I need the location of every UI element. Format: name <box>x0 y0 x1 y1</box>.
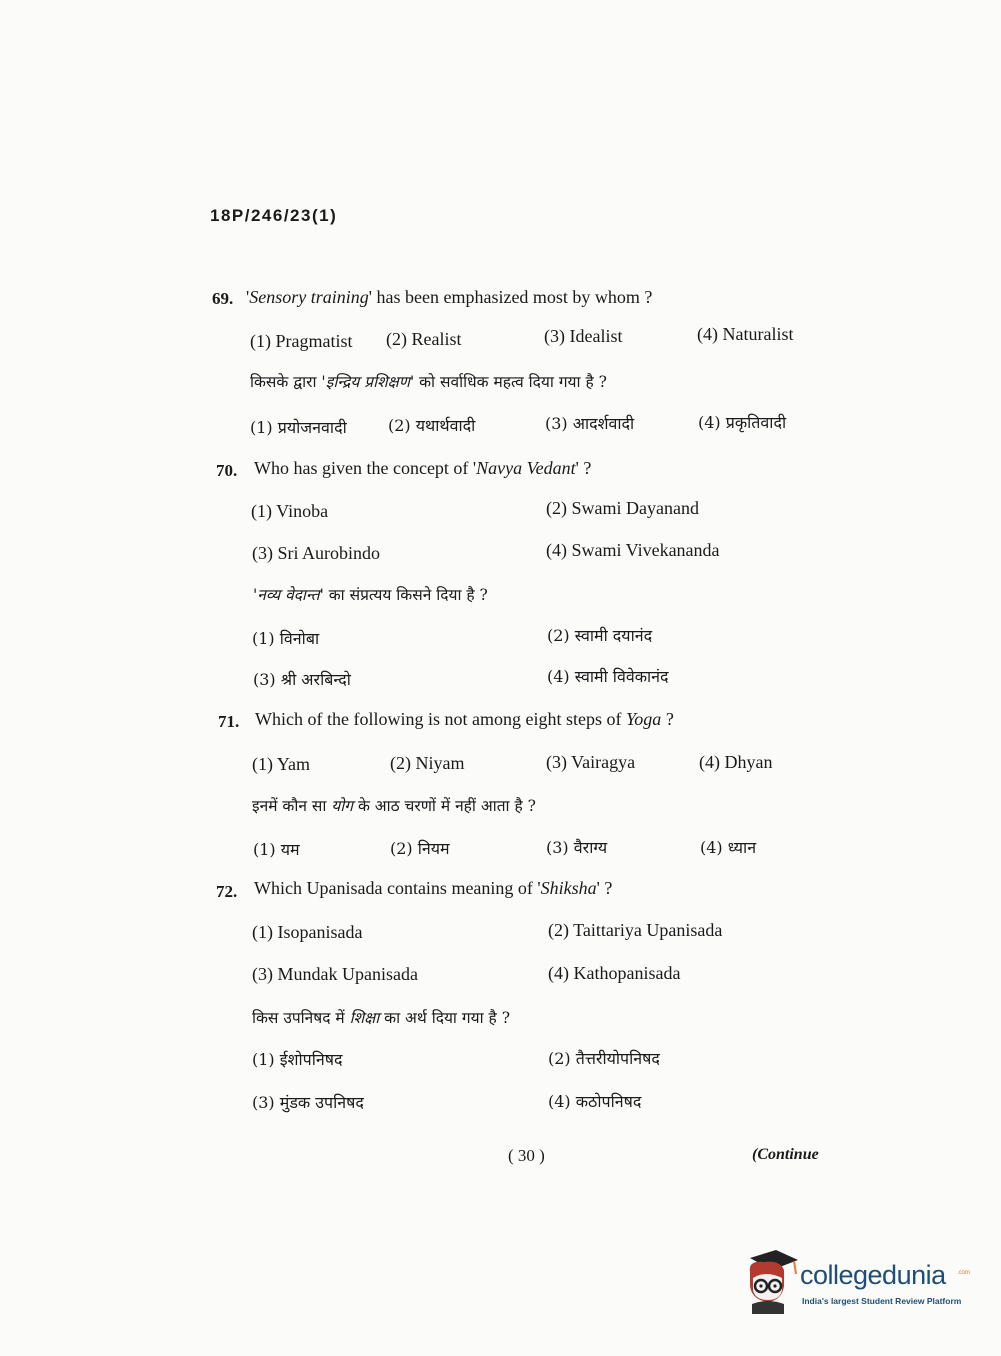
brand-suffix: .com <box>957 1270 971 1276</box>
option: (4) Naturalist <box>697 324 794 344</box>
option: (1) ईशोपनिषद <box>252 1050 343 1069</box>
question-number: 69. <box>212 289 234 308</box>
option: (4) स्वामी विवेकानंद <box>547 667 669 686</box>
option: (2) स्वामी दयानंद <box>547 626 653 645</box>
option: (2) Realist <box>386 329 462 349</box>
option: (1) Pragmatist <box>250 331 353 351</box>
option: (2) तैत्तरीयोपनिषद <box>548 1049 660 1068</box>
option: (3) आदर्शवादी <box>545 414 635 433</box>
option: (2) Swami Dayanand <box>546 498 699 518</box>
brand-name: collegedunia <box>800 1260 946 1290</box>
question-text-hi: किस उपनिषद में शिक्षा का अर्थ दिया गया है ? <box>252 1009 510 1027</box>
option: (3) वैराग्य <box>546 838 608 857</box>
option: (2) नियम <box>390 839 450 858</box>
option: (2) यथार्थवादी <box>388 416 476 435</box>
option: (4) प्रकृतिवादी <box>698 413 787 432</box>
option: (3) मुंडक उपनिषद <box>252 1093 364 1112</box>
question-number: 71. <box>218 712 240 731</box>
option: (1) यम <box>253 840 300 859</box>
option: (1) Yam <box>252 754 311 774</box>
option: (2) Taittariya Upanisada <box>548 920 723 940</box>
option: (3) Vairagya <box>546 752 636 772</box>
question-text-hi: 'नव्य वेदान्त' का संप्रत्यय किसने दिया है ? <box>253 586 488 604</box>
question-text-hi: किसके द्वारा 'इन्द्रिय प्रशिक्षण' को सर्वाधिक महत्व दिया गया है ? <box>250 373 607 391</box>
student-mascot-icon <box>742 1248 800 1314</box>
option: (1) विनोबा <box>252 629 320 648</box>
collegedunia-watermark <box>742 1248 972 1318</box>
question-text-en: Who has given the concept of 'Navya Vedant' ? <box>254 458 592 478</box>
option: (4) Swami Vivekananda <box>546 540 720 560</box>
option: (4) Dhyan <box>699 752 773 772</box>
question-number: 72. <box>216 882 238 901</box>
option: (1) प्रयोजनवादी <box>250 418 347 437</box>
question-text-hi: इनमें कौन सा योग के आठ चरणों में नहीं आता है ? <box>252 797 536 815</box>
question-text-en: Which Upanisada contains meaning of 'Shiksha' ? <box>254 878 613 898</box>
option: (3) Idealist <box>544 326 623 346</box>
option: (4) Kathopanisada <box>548 963 681 983</box>
option: (1) Isopanisada <box>252 922 363 942</box>
brand-tagline: India's largest Student Review Platform <box>802 1296 962 1306</box>
paper-code: 18P/246/23(1) <box>210 206 338 225</box>
option: (1) Vinoba <box>251 501 329 521</box>
option: (3) Mundak Upanisada <box>252 964 418 984</box>
question-text-en: 'Sensory training' has been emphasized most by whom ? <box>246 287 653 307</box>
option: (4) ध्यान <box>700 838 757 857</box>
option: (4) कठोपनिषद <box>548 1092 642 1111</box>
page-number: ( 30 ) <box>508 1146 545 1165</box>
question-number: 70. <box>216 461 238 480</box>
question-text-en: Which of the following is not among eight steps of Yoga ? <box>255 709 674 729</box>
option: (3) श्री अरबिन्दो <box>253 670 351 689</box>
continue-label: (Continue <box>752 1146 819 1163</box>
option: (2) Niyam <box>390 753 465 773</box>
option: (3) Sri Aurobindo <box>252 543 380 563</box>
